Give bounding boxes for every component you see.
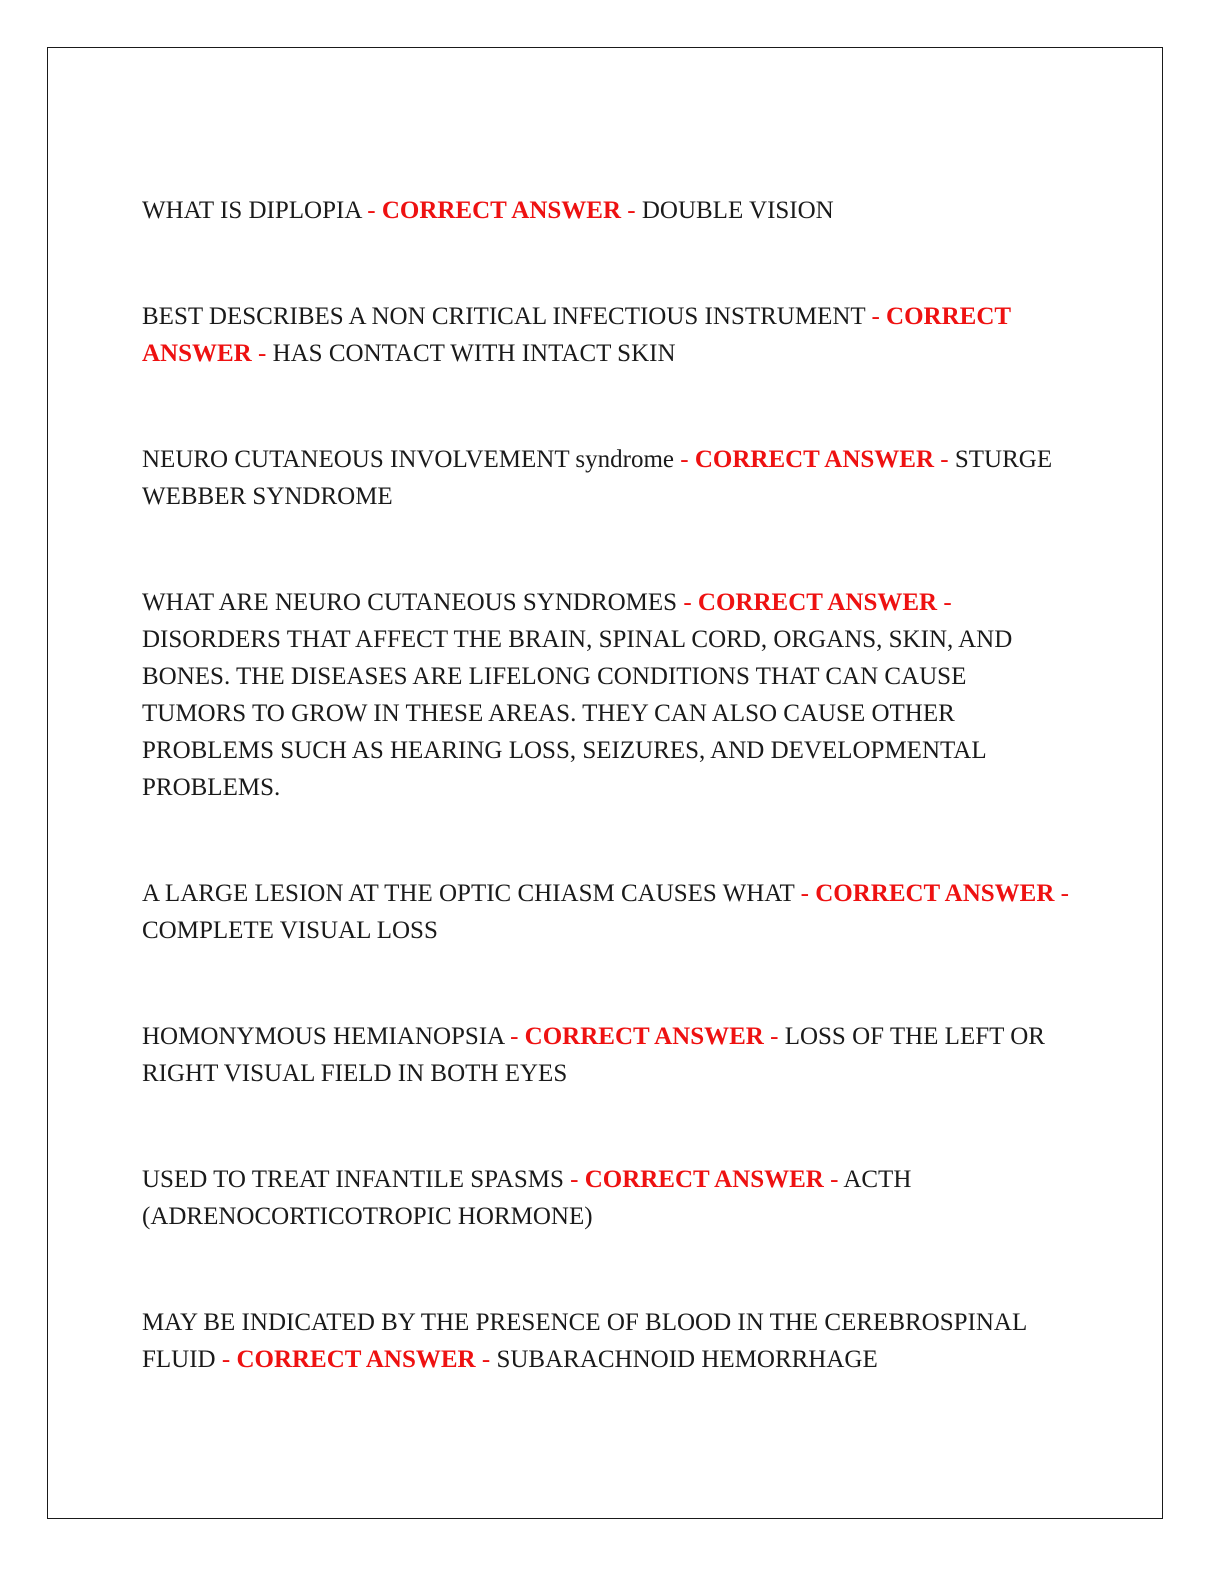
separator: -: [221, 1346, 231, 1373]
correct-answer-label: CORRECT ANSWER: [815, 880, 1055, 907]
question-text: HOMONYMOUS HEMIANOPSIA: [142, 1023, 504, 1050]
separator: -: [510, 1023, 519, 1050]
answer-text: STURGE WEBBER SYNDROME: [142, 446, 1053, 510]
question-text: WHAT IS DIPLOPIA: [142, 197, 361, 224]
answer-text: LOSS OF THE LEFT OR RIGHT VISUAL FIELD IN BOTH EYES: [142, 1023, 1045, 1087]
question-text: WHAT ARE NEURO CUTANEOUS SYNDROMES: [142, 589, 678, 616]
qa-entry: [142, 192, 1072, 229]
question-text: A LARGE LESION AT THE OPTIC CHIASM CAUSES WHAT: [142, 880, 795, 907]
separator: -: [481, 1346, 491, 1373]
answer-text: SUBARACHNOID HEMORRHAGE: [496, 1346, 878, 1373]
qa-entry: [142, 1018, 1072, 1092]
correct-answer-label: CORRECT ANSWER: [142, 303, 1011, 367]
qa-entry: [142, 298, 1072, 372]
qa-entry: [142, 441, 1072, 515]
qa-entry: [142, 1161, 1072, 1235]
question-text: MAY BE INDICATED BY THE PRESENCE OF BLOOD IN THE CEREBROSPINAL FLUID: [142, 1309, 1027, 1373]
separator: -: [943, 589, 952, 616]
correct-answer-label: CORRECT ANSWER: [236, 1346, 476, 1373]
question-text: NEURO CUTANEOUS INVOLVEMENT syndrome: [142, 446, 675, 473]
separator: -: [258, 340, 267, 367]
answer-text: DOUBLE VISION: [641, 197, 834, 224]
separator: -: [570, 1166, 579, 1193]
correct-answer-label: CORRECT ANSWER: [584, 1166, 824, 1193]
separator: -: [800, 880, 809, 907]
answer-text: ACTH (ADRENOCORTICOTROPIC HORMONE): [142, 1166, 912, 1230]
qa-list: [142, 192, 1072, 1447]
separator: -: [683, 589, 692, 616]
separator: -: [871, 303, 880, 330]
separator: -: [627, 197, 636, 224]
qa-entry: [142, 584, 1072, 806]
answer-text: DISORDERS THAT AFFECT THE BRAIN, SPINAL CORD, ORGANS, SKIN, AND BONES. THE DISEASES ARE LIFELONG CONDITIONS THAT CAN CAUSE TUMORS TO GROW IN THESE AREAS. THEY CAN ALSO CAUSE OTHER PROBLEMS SUCH AS HEARING LOSS, SEIZURES, AND DEVELOPMENTAL PROBLEMS.: [142, 626, 1013, 801]
correct-answer-label: CORRECT ANSWER: [381, 197, 622, 224]
separator: -: [680, 446, 689, 473]
qa-entry: [142, 875, 1072, 949]
correct-answer-label: CORRECT ANSWER: [697, 589, 938, 616]
correct-answer-label: CORRECT ANSWER: [694, 446, 935, 473]
question-text: BEST DESCRIBES A NON CRITICAL INFECTIOUS INSTRUMENT: [142, 303, 866, 330]
qa-entry: [142, 1304, 1072, 1378]
answer-text: COMPLETE VISUAL LOSS: [142, 917, 438, 944]
answer-text: HAS CONTACT WITH INTACT SKIN: [272, 340, 676, 367]
correct-answer-label: CORRECT ANSWER: [524, 1023, 764, 1050]
separator: -: [940, 446, 949, 473]
question-text: USED TO TREAT INFANTILE SPASMS: [142, 1166, 564, 1193]
separator: -: [830, 1166, 839, 1193]
separator: -: [1060, 880, 1069, 907]
separator: -: [367, 197, 376, 224]
separator: -: [770, 1023, 779, 1050]
